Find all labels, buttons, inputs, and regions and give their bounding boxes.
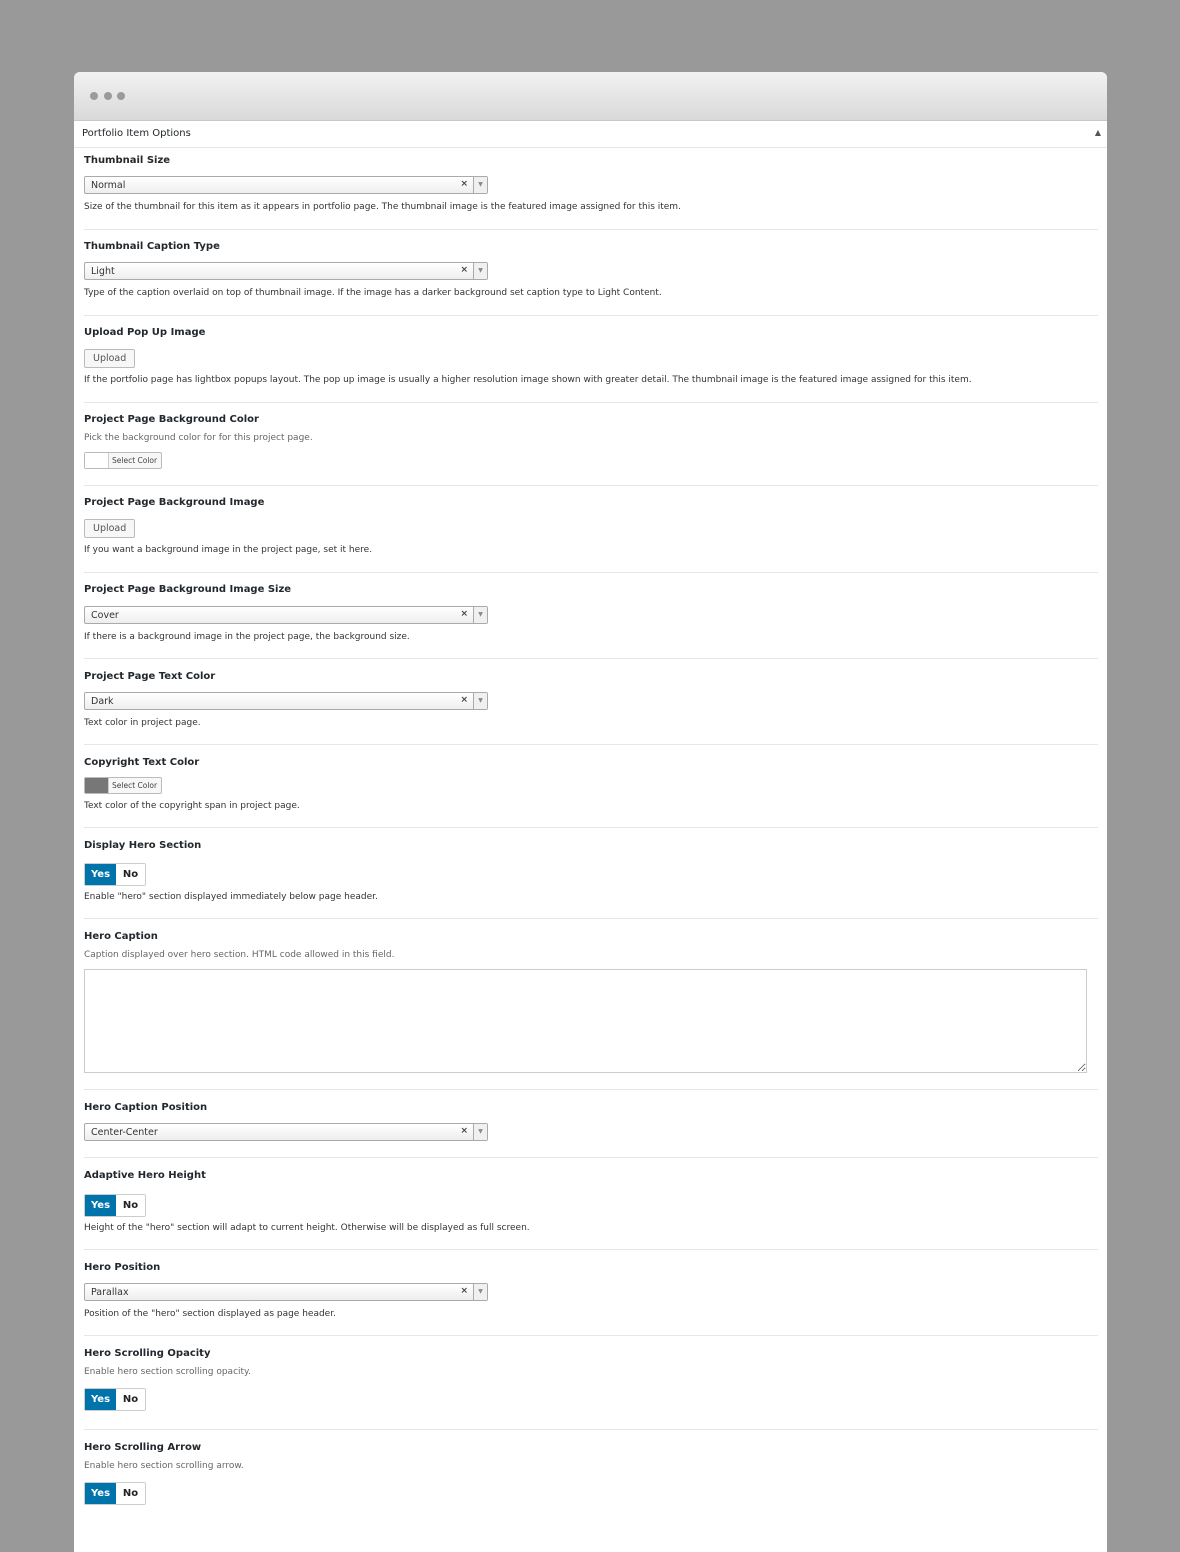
chevron-down-icon[interactable]: ▼ xyxy=(473,1124,487,1140)
field-label: Hero Scrolling Opacity xyxy=(84,1348,211,1359)
divider xyxy=(84,229,1098,230)
browser-window xyxy=(74,72,1107,1552)
field-description: Type of the caption overlaid on top of thumbnail image. If the image has a darker background set caption type to Light Content. xyxy=(84,288,662,298)
field-label: Project Page Text Color xyxy=(84,671,216,682)
divider xyxy=(84,315,1098,316)
toggle-yes-button[interactable]: Yes xyxy=(85,1483,116,1504)
chevron-down-icon[interactable]: ▼ xyxy=(473,177,487,193)
field-label: Project Page Background Image xyxy=(84,497,265,508)
toggle-yes-button[interactable]: Yes xyxy=(85,1389,116,1410)
triangle-up-icon[interactable]: ▲ xyxy=(1094,128,1101,137)
field-description: If you want a background image in the project page, set it here. xyxy=(84,545,373,555)
field-description: Text color in project page. xyxy=(84,718,201,728)
clear-icon[interactable]: × xyxy=(460,1126,468,1136)
divider xyxy=(84,1249,1098,1250)
hero-scrolling-opacity-toggle[interactable] xyxy=(84,1388,146,1411)
select-value: Parallax xyxy=(91,1287,129,1298)
hero-caption-position-select[interactable] xyxy=(84,1123,488,1141)
field-label: Adaptive Hero Height xyxy=(84,1170,206,1181)
select-value: Light xyxy=(91,266,115,277)
field-label: Display Hero Section xyxy=(84,840,202,851)
toggle-no-button[interactable]: No xyxy=(116,1195,145,1216)
upload-popup-button[interactable]: Upload xyxy=(84,349,135,368)
field-label: Project Page Background Color xyxy=(84,414,259,425)
select-value: Dark xyxy=(91,696,114,707)
divider xyxy=(84,1335,1098,1336)
field-label: Project Page Background Image Size xyxy=(84,584,292,595)
field-label: Thumbnail Caption Type xyxy=(84,241,220,252)
field-label: Upload Pop Up Image xyxy=(84,327,206,338)
field-description: Enable "hero" section displayed immediately below page header. xyxy=(84,892,378,902)
select-value: Cover xyxy=(91,610,119,621)
field-description: Size of the thumbnail for this item as it appears in portfolio page. The thumbnail image is the featured image assigned for this item. xyxy=(84,202,681,212)
clear-icon[interactable]: × xyxy=(460,179,468,189)
divider xyxy=(84,572,1098,573)
field-description: Caption displayed over hero section. HTML code allowed in this field. xyxy=(84,950,395,960)
hero-caption-textarea[interactable] xyxy=(84,969,1087,1073)
color-swatch xyxy=(85,453,109,468)
field-description: Pick the background color for for this project page. xyxy=(84,433,313,443)
divider xyxy=(84,1089,1098,1090)
metabox-title: Portfolio Item Options xyxy=(82,128,191,139)
field-description: Enable hero section scrolling opacity. xyxy=(84,1367,251,1377)
upload-bg-image-button[interactable]: Upload xyxy=(84,519,135,538)
clear-icon[interactable]: × xyxy=(460,695,468,705)
metabox-header[interactable] xyxy=(74,121,1107,148)
toggle-yes-button[interactable]: Yes xyxy=(85,1195,116,1216)
select-color-label: Select Color xyxy=(112,781,158,790)
field-label: Hero Caption xyxy=(84,931,158,942)
field-description: If the portfolio page has lightbox popups layout. The pop up image is usually a higher resolution image shown with greater detail. The thumbnail image is the featured image assigned for this item. xyxy=(84,375,972,385)
color-swatch xyxy=(85,778,109,793)
field-description: Height of the "hero" section will adapt to current height. Otherwise will be displayed as full screen. xyxy=(84,1223,530,1233)
clear-icon[interactable]: × xyxy=(460,609,468,619)
display-hero-toggle[interactable] xyxy=(84,863,146,886)
toggle-no-button[interactable]: No xyxy=(116,1389,145,1410)
select-color-label: Select Color xyxy=(112,456,158,465)
window-titlebar xyxy=(74,72,1107,121)
field-description: Enable hero section scrolling arrow. xyxy=(84,1461,244,1471)
text-color-select[interactable] xyxy=(84,692,488,710)
clear-icon[interactable]: × xyxy=(460,1286,468,1296)
field-description: Position of the "hero" section displayed as page header. xyxy=(84,1309,336,1319)
divider xyxy=(84,658,1098,659)
window-dot-icon[interactable] xyxy=(117,92,125,100)
toggle-no-button[interactable]: No xyxy=(116,864,145,885)
chevron-down-icon[interactable]: ▼ xyxy=(473,607,487,623)
clear-icon[interactable]: × xyxy=(460,265,468,275)
hero-scrolling-arrow-toggle[interactable] xyxy=(84,1482,146,1505)
divider xyxy=(84,1157,1098,1158)
select-value: Normal xyxy=(91,180,126,191)
thumbnail-size-select[interactable] xyxy=(84,176,488,194)
caption-type-select[interactable] xyxy=(84,262,488,280)
field-description: If there is a background image in the project page, the background size. xyxy=(84,632,410,642)
divider xyxy=(84,402,1098,403)
toggle-no-button[interactable]: No xyxy=(116,1483,145,1504)
copyright-color-picker-button[interactable] xyxy=(84,777,162,794)
divider xyxy=(84,1429,1098,1430)
toggle-yes-button[interactable]: Yes xyxy=(85,864,116,885)
divider xyxy=(84,485,1098,486)
divider xyxy=(84,744,1098,745)
divider xyxy=(84,918,1098,919)
window-dot-icon[interactable] xyxy=(104,92,112,100)
field-label: Copyright Text Color xyxy=(84,757,200,768)
bg-color-picker-button[interactable] xyxy=(84,452,162,469)
field-label: Hero Caption Position xyxy=(84,1102,208,1113)
adaptive-hero-height-toggle[interactable] xyxy=(84,1194,146,1217)
chevron-down-icon[interactable]: ▼ xyxy=(473,693,487,709)
field-label: Hero Scrolling Arrow xyxy=(84,1442,202,1453)
chevron-down-icon[interactable]: ▼ xyxy=(473,263,487,279)
field-description: Text color of the copyright span in project page. xyxy=(84,801,300,811)
field-label: Hero Position xyxy=(84,1262,161,1273)
bg-image-size-select[interactable] xyxy=(84,606,488,624)
window-dot-icon[interactable] xyxy=(90,92,98,100)
field-label: Thumbnail Size xyxy=(84,155,171,166)
hero-position-select[interactable] xyxy=(84,1283,488,1301)
select-value: Center-Center xyxy=(91,1127,158,1138)
divider xyxy=(84,827,1098,828)
chevron-down-icon[interactable]: ▼ xyxy=(473,1284,487,1300)
